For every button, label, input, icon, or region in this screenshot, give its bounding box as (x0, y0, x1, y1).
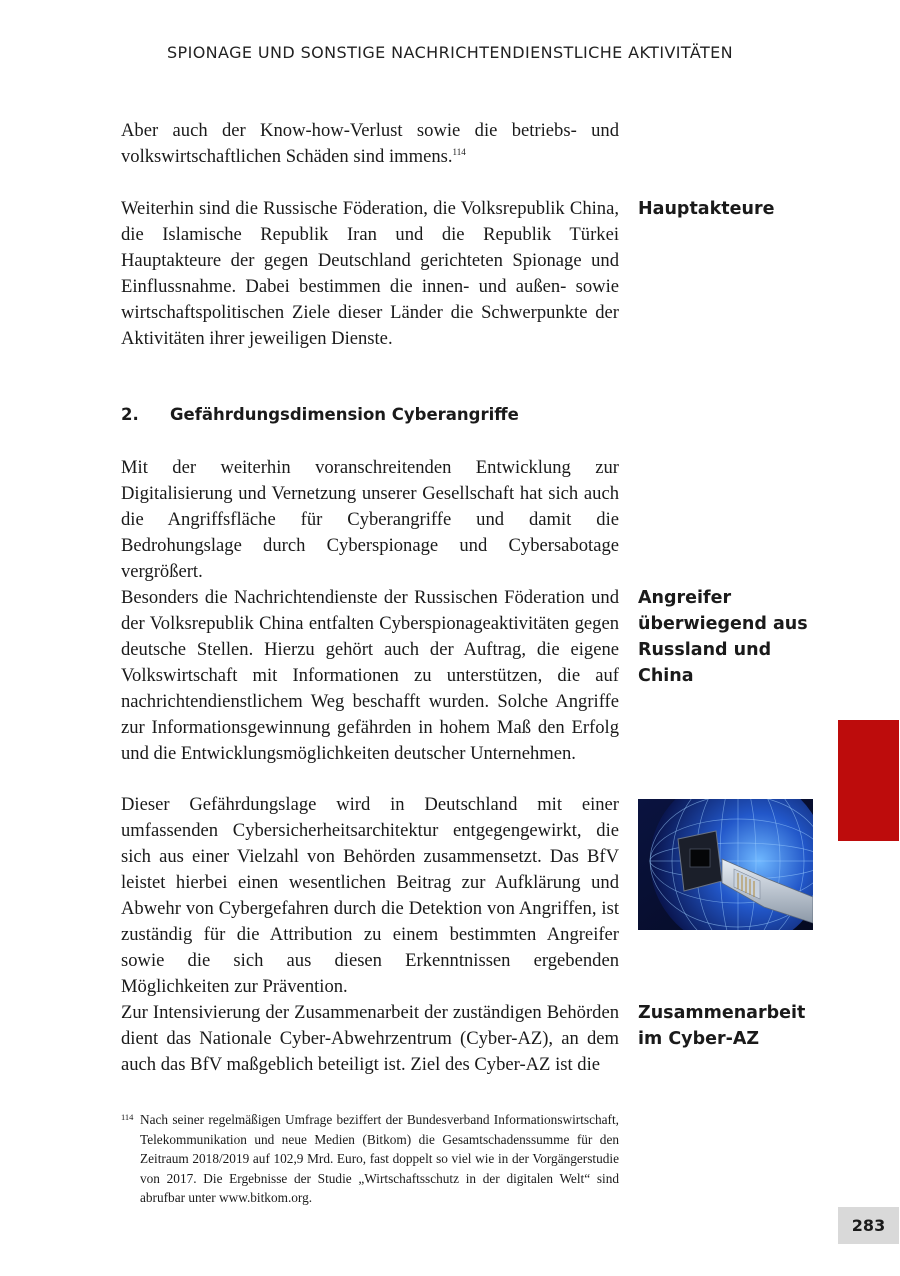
running-header: SPIONAGE UND SONSTIGE NACHRICHTENDIENSTLICHE AKTIVITÄTEN (166, 43, 734, 62)
cyber-network-plug-image (638, 799, 813, 930)
paragraph-cyber-az: Zur Intensivierung der Zusammenarbeit der zuständigen Behörden dient das Nationale Cyber-Abwehrzentrum (Cyber-AZ), an dem auch das BfV maßgeblich beteiligt ist. Ziel des Cyber-AZ ist die (121, 1002, 619, 1075)
footnote (121, 1110, 619, 1208)
footnote-reference[interactable]: 114 (452, 147, 466, 157)
paragraph-digitalisierung: Mit der weiterhin voranschreitenden Entwicklung zur Digitalisierung und Vernetzung unserer Gesellschaft hat sich auch die Angriffsfläche für Cyberangriffe und damit die Bedrohungslage durch Cyberspionage und Cybersabotage vergrößert. (121, 457, 619, 582)
section-title: Gefährdungsdimension Cyberangriffe (170, 405, 519, 424)
section-number: 2. (121, 405, 139, 424)
paragraph-cybersicherheitsarchitektur: Dieser Gefährdungslage wird in Deutschland mit einer umfassenden Cybersicherheitsarchitektur entgegengewirkt, die sich aus einer Vielzahl von Behörden zusammensetzt. Das BfV leistet hierbei einen wesentlichen Beitrag zur Aufklärung und Abwehr von Cybergefahren durch die Detektion von Angriffen, ist zuständig für die Attribution zu einem bestimmten Angreifer sowie die sich aus diesen Erkenntnissen ergebenden Möglichkeiten zur Prävention. (121, 794, 619, 997)
paragraph-hauptakteure: Weiterhin sind die Russische Föderation, die Volksrepublik China, die Islamische Republik Iran und die Republik Türkei Hauptakteure der gegen Deutschland gerichteten Spionage und Einflussnahme. Dabei bestimmen die innen- und außen- sowie wirtschaftspolitischen Ziele dieser Länder die Schwerpunkte der Aktivitäten ihrer jeweiligen Dienste. (121, 198, 619, 349)
footnote-number: 114 (121, 1112, 134, 1122)
margin-note-angreifer: Angreifer überwiegend aus Russland und China (638, 588, 808, 686)
paragraph-text: Aber auch der Know-how-Verlust sowie die betriebs- und volkswirtschaftlichen Schäden sind immens. (121, 120, 619, 167)
margin-note-zusammenarbeit: Zusammenarbeit im Cyber-AZ (638, 1003, 806, 1049)
page-number: 283 (838, 1207, 899, 1244)
footnote-text: Nach seiner regelmäßigen Umfrage beziffert der Bundesverband Informationswirtschaft, Telekommunikation und neue Medien (Bitkom) die Gesamtschadenssumme für den Zeitraum 2018/2019 auf 102,9 Mrd. Euro, fast doppelt so viel wie in der Vorgängerstudie von 2017. Die Ergebnisse der Studie „Wirtschaftsschutz in der digitalen Welt“ sind abrufbar unter www.bitkom.org. (140, 1112, 619, 1205)
paragraph-know-how (121, 118, 619, 170)
section-heading (121, 405, 519, 424)
margin-note-hauptakteure: Hauptakteure (638, 199, 775, 219)
chapter-tab-marker (838, 720, 899, 841)
paragraph-russland-china: Besonders die Nachrichtendienste der Russischen Föderation und der Volksrepublik China entfalten Cyberspionageaktivitäten gegen deutsche Stellen. Hierzu gehört auch der Auftrag, die eigene Volkswirtschaft mit Informationen zu unterstützen, die auf nachrichtendienstlichem Weg beschafft wurden. Solche Angriffe zur Informationsgewinnung gefährden in hohem Maß den Erfolg und die Entwicklungsmöglichkeiten deutscher Unternehmen. (121, 587, 619, 764)
